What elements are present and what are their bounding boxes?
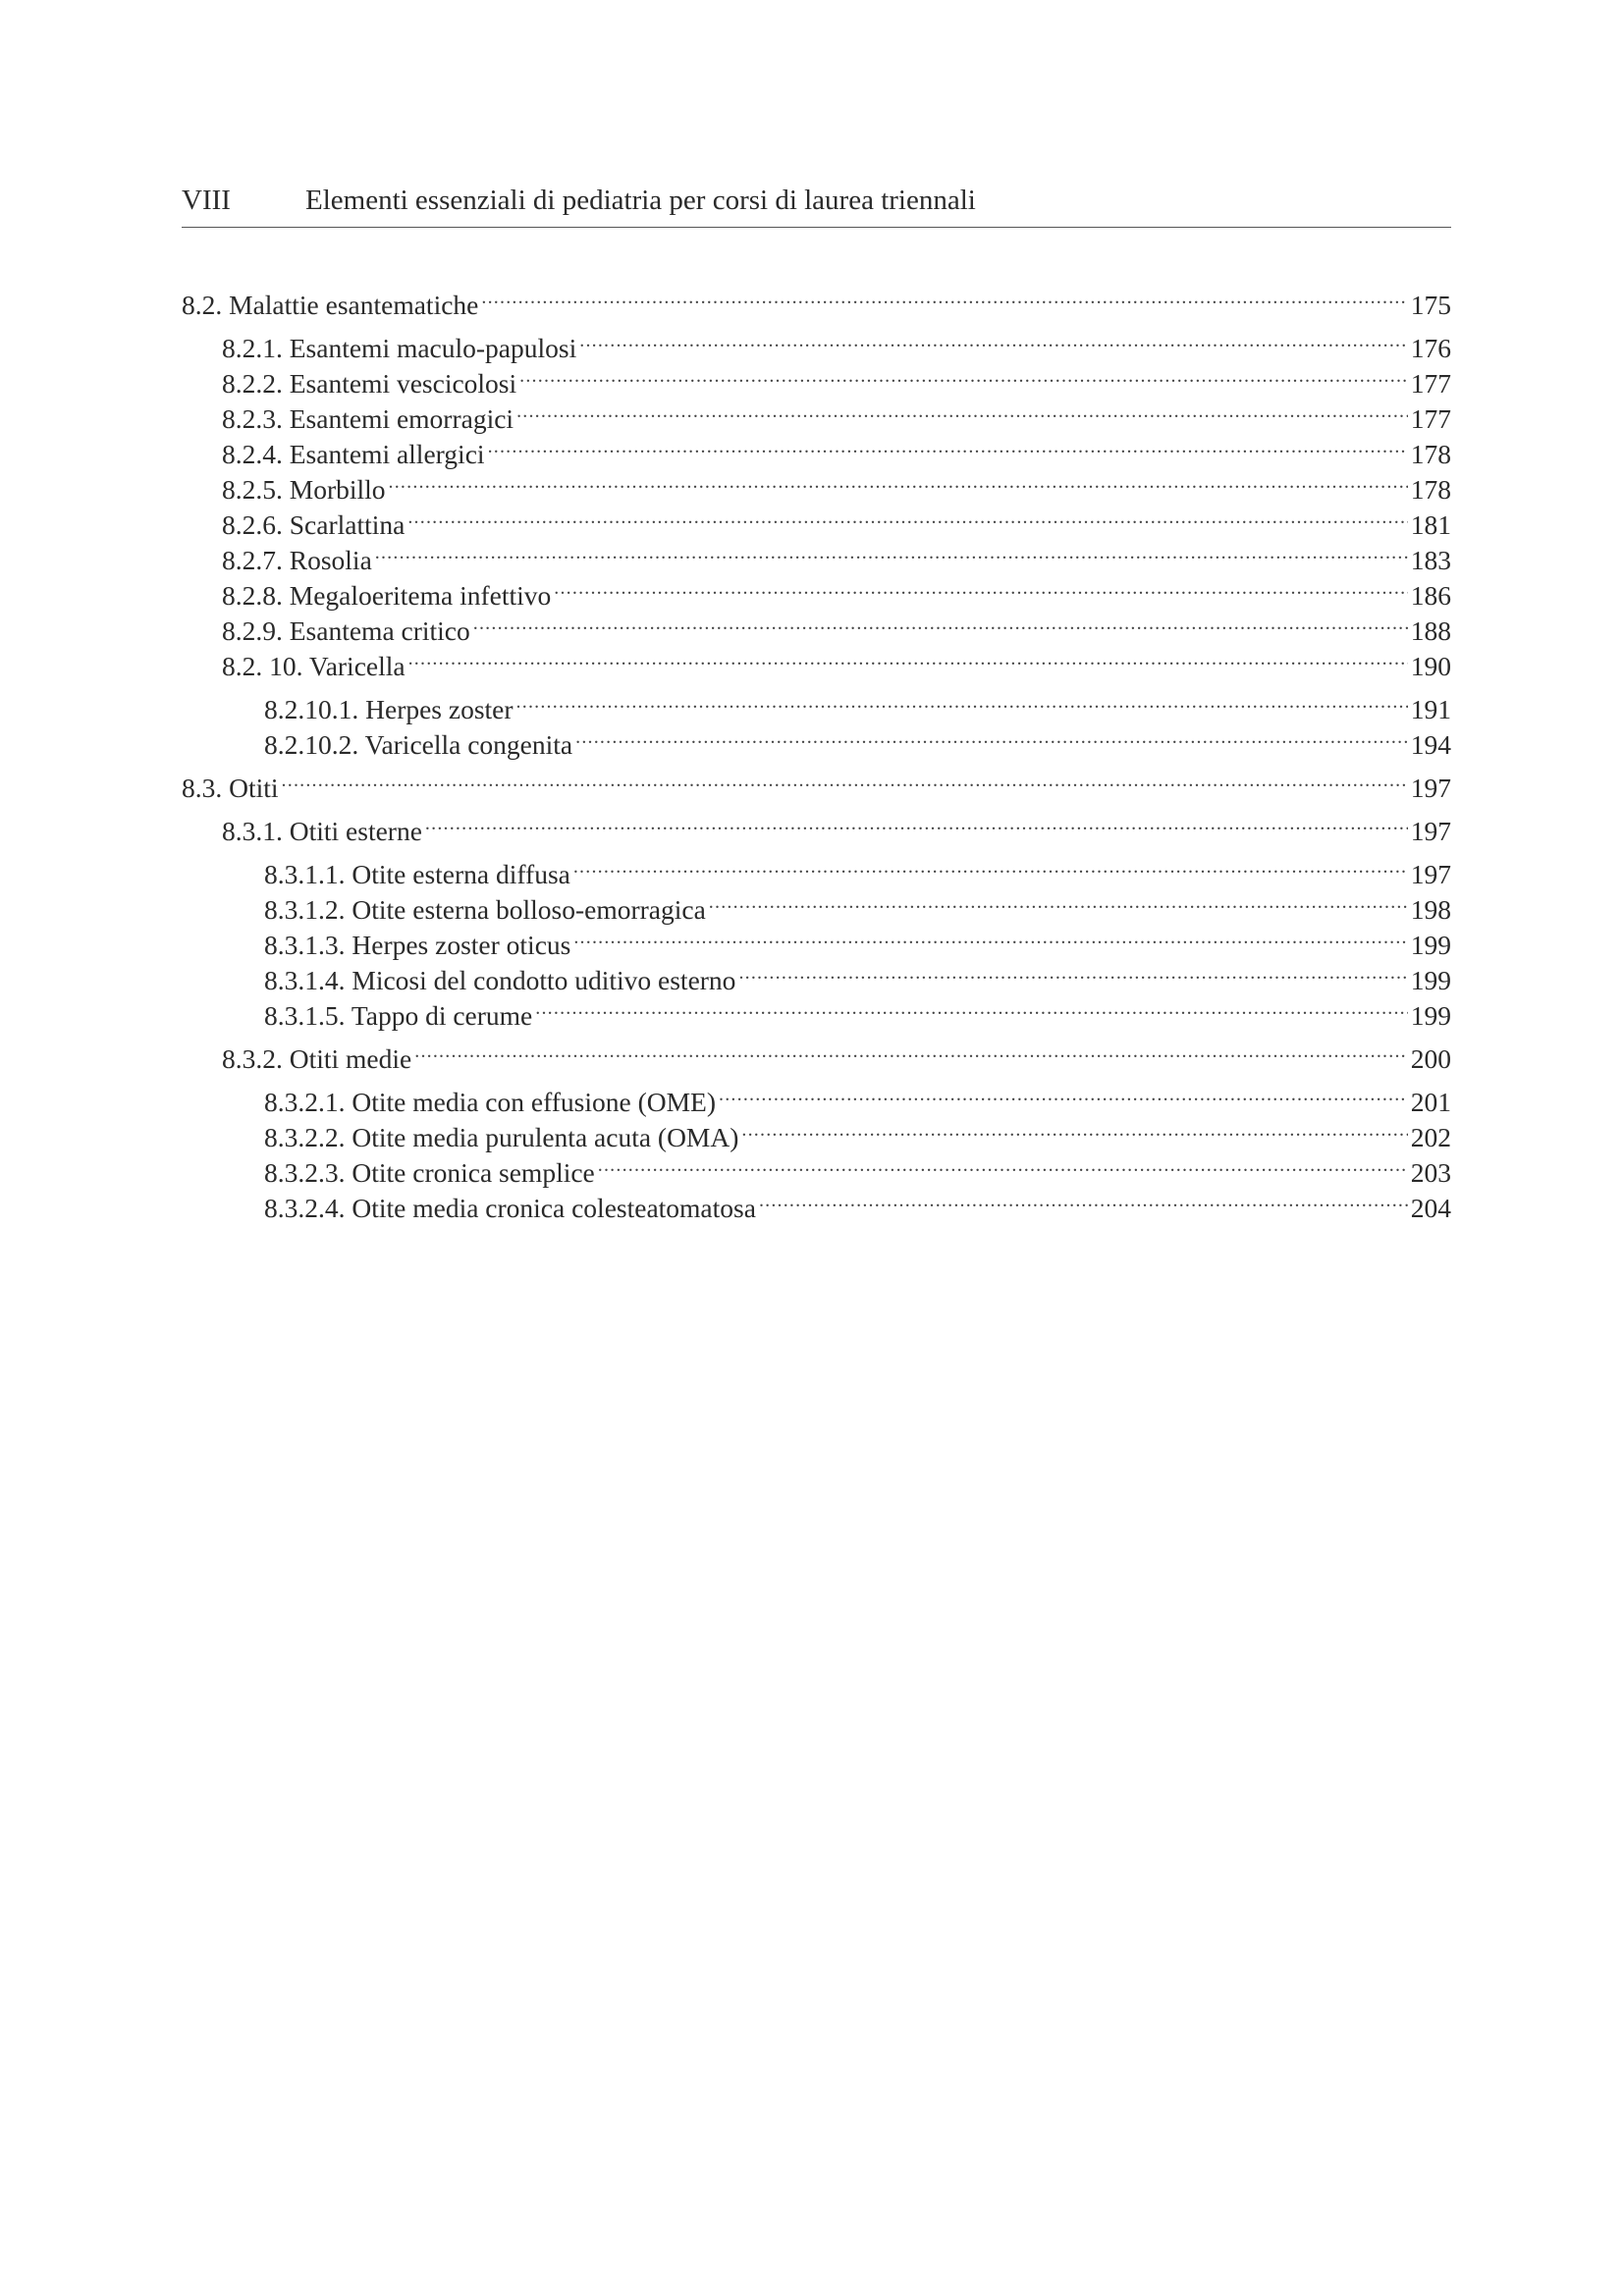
toc-entry-label: 8.2.10.2. Varicella congenita bbox=[264, 729, 573, 760]
toc-entry-label: 8.2. Malattie esantematiche bbox=[182, 290, 479, 320]
dot-leader bbox=[741, 1111, 1407, 1147]
toc-entry[interactable] bbox=[222, 534, 1451, 575]
toc-entry[interactable] bbox=[222, 805, 1451, 846]
dot-leader bbox=[481, 279, 1407, 314]
toc-entry-label: 8.2.8. Megaloeritema infettivo bbox=[222, 580, 552, 611]
toc-entry-label: 8.3.1.3. Herpes zoster oticus bbox=[264, 930, 571, 960]
toc-entry-page: 194 bbox=[1410, 729, 1451, 760]
dot-leader bbox=[738, 954, 1407, 989]
toc-entry[interactable] bbox=[264, 919, 1451, 960]
toc-entry-page: 178 bbox=[1410, 474, 1451, 505]
toc-entry[interactable] bbox=[264, 883, 1451, 925]
toc-entry[interactable] bbox=[264, 719, 1451, 760]
toc-entry-label: 8.3.1.2. Otite esterna bolloso-emorragica bbox=[264, 894, 706, 925]
dot-leader bbox=[579, 322, 1408, 357]
toc-entry-label: 8.3.1. Otiti esterne bbox=[222, 816, 422, 846]
toc-entry[interactable] bbox=[222, 499, 1451, 540]
dot-leader bbox=[516, 683, 1408, 719]
toc-entry[interactable] bbox=[182, 762, 1451, 803]
toc-entry[interactable] bbox=[222, 640, 1451, 681]
toc-entry-page: 197 bbox=[1410, 859, 1451, 889]
toc-entry[interactable] bbox=[222, 357, 1451, 399]
toc-entry-page: 198 bbox=[1410, 894, 1451, 925]
dot-leader bbox=[407, 499, 1407, 534]
toc-entry[interactable] bbox=[264, 683, 1451, 724]
toc-entry-label: 8.2.3. Esantemi emorragici bbox=[222, 403, 514, 434]
toc-entry-page: 200 bbox=[1410, 1043, 1451, 1074]
book-title: Elementi essenziali di pediatria per corsi di laurea triennali bbox=[305, 185, 976, 216]
toc-entry[interactable] bbox=[222, 463, 1451, 505]
toc-entry[interactable] bbox=[222, 569, 1451, 611]
toc-entry-page: 188 bbox=[1410, 615, 1451, 646]
dot-leader bbox=[719, 1076, 1408, 1111]
page-folio: VIII bbox=[182, 185, 231, 216]
toc-entry-label: 8.3.2.4. Otite media cronica colesteatomatosa bbox=[264, 1193, 756, 1223]
toc-entry-label: 8.3.2. Otiti medie bbox=[222, 1043, 412, 1074]
toc-entry-label: 8.3. Otiti bbox=[182, 773, 279, 803]
toc-entry-label: 8.2.1. Esantemi maculo-papulosi bbox=[222, 333, 577, 363]
dot-leader bbox=[516, 393, 1408, 428]
toc-entry-page: 177 bbox=[1410, 368, 1451, 399]
dot-leader bbox=[575, 719, 1408, 754]
dot-leader bbox=[375, 534, 1408, 569]
toc-entry-page: 197 bbox=[1410, 773, 1451, 803]
toc-entry[interactable] bbox=[222, 428, 1451, 469]
toc-entry[interactable] bbox=[222, 605, 1451, 646]
toc-entry-page: 186 bbox=[1410, 580, 1451, 611]
toc-entry-page: 191 bbox=[1410, 694, 1451, 724]
dot-leader bbox=[389, 463, 1408, 499]
dot-leader bbox=[473, 605, 1408, 640]
toc-entry[interactable] bbox=[264, 1147, 1451, 1188]
toc-entry-page: 203 bbox=[1410, 1157, 1451, 1188]
toc-entry[interactable] bbox=[264, 1111, 1451, 1152]
toc-entry-page: 178 bbox=[1410, 439, 1451, 469]
toc-entry-page: 175 bbox=[1410, 290, 1451, 320]
toc-entry[interactable] bbox=[264, 1182, 1451, 1223]
toc-entry[interactable] bbox=[264, 848, 1451, 889]
toc-entry-label: 8.2. 10. Varicella bbox=[222, 651, 406, 681]
toc-entry[interactable] bbox=[222, 1033, 1451, 1074]
dot-leader bbox=[425, 805, 1408, 840]
dot-leader bbox=[414, 1033, 1408, 1068]
toc-entry-label: 8.2.7. Rosolia bbox=[222, 545, 372, 575]
toc-entry[interactable] bbox=[222, 393, 1451, 434]
toc-entry-label: 8.3.1.5. Tappo di cerume bbox=[264, 1000, 533, 1031]
toc-entry-label: 8.2.6. Scarlattina bbox=[222, 509, 406, 540]
toc-entry-page: 199 bbox=[1410, 930, 1451, 960]
toc-entry-page: 204 bbox=[1410, 1193, 1451, 1223]
toc-entry-label: 8.2.5. Morbillo bbox=[222, 474, 386, 505]
dot-leader bbox=[554, 569, 1407, 605]
dot-leader bbox=[573, 848, 1408, 883]
toc-entry[interactable] bbox=[264, 1076, 1451, 1117]
toc-entry-page: 190 bbox=[1410, 651, 1451, 681]
dot-leader bbox=[535, 989, 1407, 1025]
dot-leader bbox=[709, 883, 1408, 919]
dot-leader bbox=[408, 640, 1408, 675]
toc-entry-label: 8.3.2.2. Otite media purulenta acuta (OMA) bbox=[264, 1122, 739, 1152]
toc-entry-label: 8.3.1.1. Otite esterna diffusa bbox=[264, 859, 570, 889]
dot-leader bbox=[573, 919, 1407, 954]
toc-entry-label: 8.3.1.4. Micosi del condotto uditivo esterno bbox=[264, 965, 736, 995]
toc-entry-page: 199 bbox=[1410, 1000, 1451, 1031]
dot-leader bbox=[519, 357, 1408, 393]
toc-entry[interactable] bbox=[264, 989, 1451, 1031]
toc-entry-label: 8.2.10.1. Herpes zoster bbox=[264, 694, 514, 724]
toc-entry-page: 201 bbox=[1410, 1087, 1451, 1117]
toc-entry-page: 177 bbox=[1410, 403, 1451, 434]
toc-entry-page: 181 bbox=[1410, 509, 1451, 540]
dot-leader bbox=[759, 1182, 1408, 1217]
toc-entry-label: 8.3.2.3. Otite cronica semplice bbox=[264, 1157, 595, 1188]
dot-leader bbox=[488, 428, 1408, 463]
dot-leader bbox=[282, 762, 1408, 797]
dot-leader bbox=[598, 1147, 1408, 1182]
toc-entry-page: 202 bbox=[1410, 1122, 1451, 1152]
toc-entry-label: 8.2.4. Esantemi allergici bbox=[222, 439, 485, 469]
toc-entry-page: 197 bbox=[1410, 816, 1451, 846]
toc-entry[interactable] bbox=[222, 322, 1451, 363]
toc-entry-label: 8.2.9. Esantema critico bbox=[222, 615, 470, 646]
toc-entry[interactable] bbox=[264, 954, 1451, 995]
toc-entry[interactable] bbox=[182, 279, 1451, 320]
toc-entry-label: 8.2.2. Esantemi vescicolosi bbox=[222, 368, 517, 399]
toc-entry-page: 183 bbox=[1410, 545, 1451, 575]
header-rule bbox=[182, 227, 1451, 228]
running-head bbox=[182, 181, 1451, 220]
toc-entry-label: 8.3.2.1. Otite media con effusione (OME) bbox=[264, 1087, 717, 1117]
toc-entry-page: 199 bbox=[1410, 965, 1451, 995]
toc-entry-page: 176 bbox=[1410, 333, 1451, 363]
